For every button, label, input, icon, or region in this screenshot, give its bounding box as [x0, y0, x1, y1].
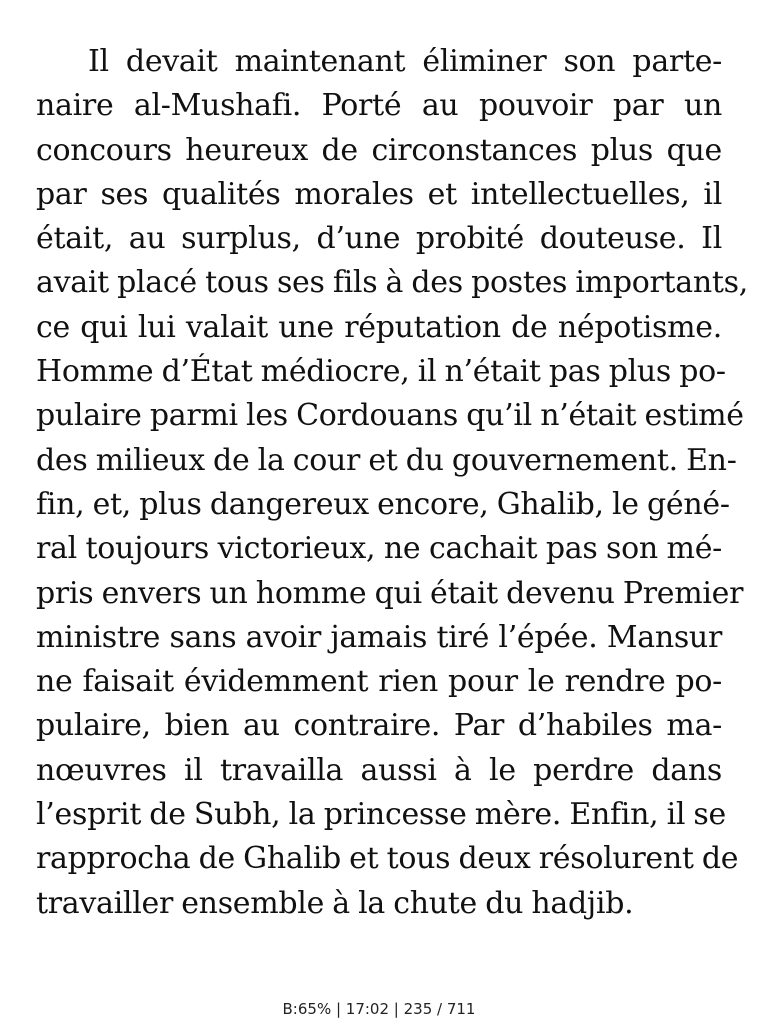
text-line: rapprocha de Ghalib et tous deux résolurent de [36, 841, 739, 877]
text-line: nœuvres il travailla aussi à le perdre dans [36, 752, 722, 788]
text-line: Il devait maintenant éliminer son parte- [88, 44, 722, 79]
text-line: naire al-Mushafi. Porté au pouvoir par un [36, 88, 722, 124]
text-line: fin, et, plus dangereux encore, Ghalib, le géné- [36, 486, 730, 522]
text-line: ne faisait évidemment rien pour le rendre po- [36, 664, 722, 700]
text-line: des milieux de la cour et du gouvernement. En- [36, 442, 737, 478]
text-line: ral toujours victorieux, ne cachait pas son mé- [36, 531, 722, 567]
text-line: pris envers un homme qui était devenu Premier [36, 575, 744, 611]
text-line: Homme d’État médiocre, il n’était pas plus po- [36, 354, 726, 390]
text-line: par ses qualités morales et intellectuelles, il [36, 176, 722, 212]
text-line: l’esprit de Subh, la princesse mère. Enfin, il se [36, 797, 726, 833]
text-line: était, au surplus, d’une probité douteuse. Il [36, 221, 722, 257]
text-line: pulaire parmi les Cordouans qu’il n’était estimé [36, 398, 744, 434]
text-line: travailler ensemble à la chute du hadjib. [36, 885, 634, 921]
text-line: pulaire, bien au contraire. Par d’habiles ma- [36, 708, 722, 744]
page-text [36, 40, 748, 926]
text-line: avait placé tous ses fils à des postes importants, [36, 265, 748, 301]
text-line: ministre sans avoir jamais tiré l’épée. Mansur [36, 619, 722, 655]
status-bar: B:65% | 17:02 | 235 / 711 [282, 1000, 476, 1018]
text-line: concours heureux de circonstances plus que [36, 132, 722, 168]
text-line: ce qui lui valait une réputation de népotisme. [36, 309, 722, 345]
